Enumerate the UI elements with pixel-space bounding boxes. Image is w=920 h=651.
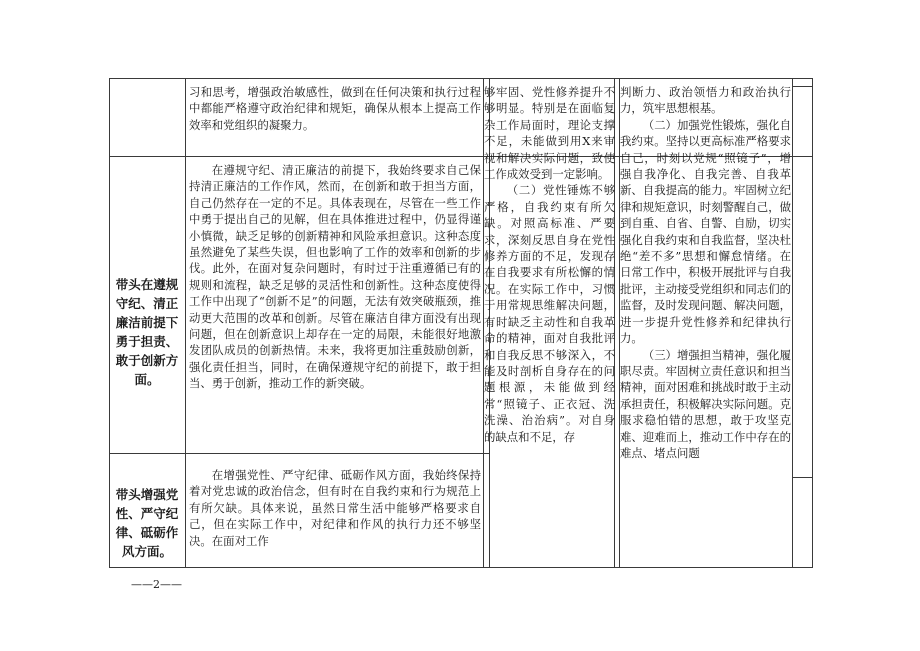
cause-analysis-paragraph-1: 够牢固、党性修养提升不够明显。特别是在面临复杂工作局面时，理论支撑不足，未能做到用X来审视和解决实际问题，致使工作成效受到一定影响。 [484,85,615,182]
table-top-border [109,78,813,79]
table-left-border [109,78,110,568]
cause-analysis-cell [484,84,615,554]
row3-situation-text: 在增强党性、严守纪律、砥砺作风方面，我始终保持着对党忠诚的政治信念，但有时在自我约束和行为规范上有所欠缺。具体来说，虽然日常生活中能够严格要求自己，但在实际工作中，对纪律和作风的执行力还不够坚决。在面对工作 [189,468,481,548]
row-divider-2 [109,453,489,454]
row2-situation-text: 在遵规守纪、清正廉洁的前提下，我始终要求自己保持清正廉洁的工作作风，然而，在创新和敢于担当方面，自己仍然存在一定的不足。具体表现在，尽管在一些工作中勇于提出自己的见解，但在具体推进过程中，仍显得谨小慎微，缺乏足够的创新精神和风险承担意识。这种态度虽然避免了某些失误，但也影响了工作的效率和创新的步伐。此外，在面对复杂问题时，有时过于注重遵循已有的规则和流程，缺乏足够的灵活性和创新性。这种态度使得工作中出现了“创新不足”的问题，无法有效突破瓶颈，推动更大范围的改革和创新。尽管在廉洁自律方面没有出现问题，但在创新意识上却存在一定的局限，未能很好地激发团队成员的创新热情。未来，我将更加注重鼓励创新，强化责任担当，同时，在确保遵规守纪的前提下，敢于担当、勇于创新，推动工作的新突破。 [189,163,481,391]
right-cell-divider-1 [792,86,813,87]
table-right-border [812,78,813,568]
column-divider-1 [185,78,186,568]
right-cell-divider-2 [792,477,813,478]
measures-paragraph-3: （三）增强担当精神，强化履职尽责。牢固树立责任意识和担当精神，面对困难和挑战时敢于主动承担责任，积极解决实际问题。克服求稳怕错的思想，敢于攻坚克难、迎难而上，推动工作中存在的难点、堵点问题 [620,347,791,460]
cause-analysis-paragraph-2: （二）党性锤炼不够严格，自我约束有所欠缺。对照高标准、严要求，深刻反思自身在党性修养方面的不足，发现存在自我要求有所松懈的情况。在实际工作中，习惯于用常规思维解决问题，有时缺乏主动性和自我革命的精神，面对自我批评和自我反思不够深入，不能及时剖析自身存在的问题根源，未能做到经常“照镜子、正衣冠、洗洗澡、治治病”。对自身的缺点和不足，存 [484,183,615,444]
row3-situation-cell [189,467,481,565]
measures-cell [620,84,791,484]
column-divider-6 [792,78,793,568]
row1-situation-cell [189,84,481,154]
row3-category-label: 带头增强党性、严守纪律、砥砺作风方面。 [115,487,179,559]
table-bottom-border [109,567,813,568]
measures-paragraph-1: 判断力、政治领悟力和政治执行力，筑牢思想根基。 [620,85,791,116]
measures-paragraph-2: （二）加强党性锻炼，强化自我约束。坚持以更高标准严格要求自己，时刻以党规“照镜子”，增强自我净化、自我完善、自我革新、自我提高的能力。牢固树立纪律和规矩意识，时刻警醒自己，做到自重、自省、自警、自励，切实强化自我约束和自我监督，坚决杜绝“差不多”思想和懈怠情绪。在日常工作中，积极开展批评与自我批评，主动接受党组织和同志们的监督，及时发现问题、解决问题，进一步提升党性修养和纪律执行力。 [620,117,791,346]
row1-situation-text: 习和思考，增强政治敏感性，做到在任何决策和执行过程中都能严格遵守政治纪律和规矩，确保从根本上提高工作效率和党组织的凝聚力。 [189,85,481,132]
page-number: ——2—— [131,578,182,591]
row2-category-label: 带头在遵规守纪、清正廉洁前提下勇于担责、敢于创新方面。 [115,277,179,387]
row2-situation-cell [189,162,481,452]
